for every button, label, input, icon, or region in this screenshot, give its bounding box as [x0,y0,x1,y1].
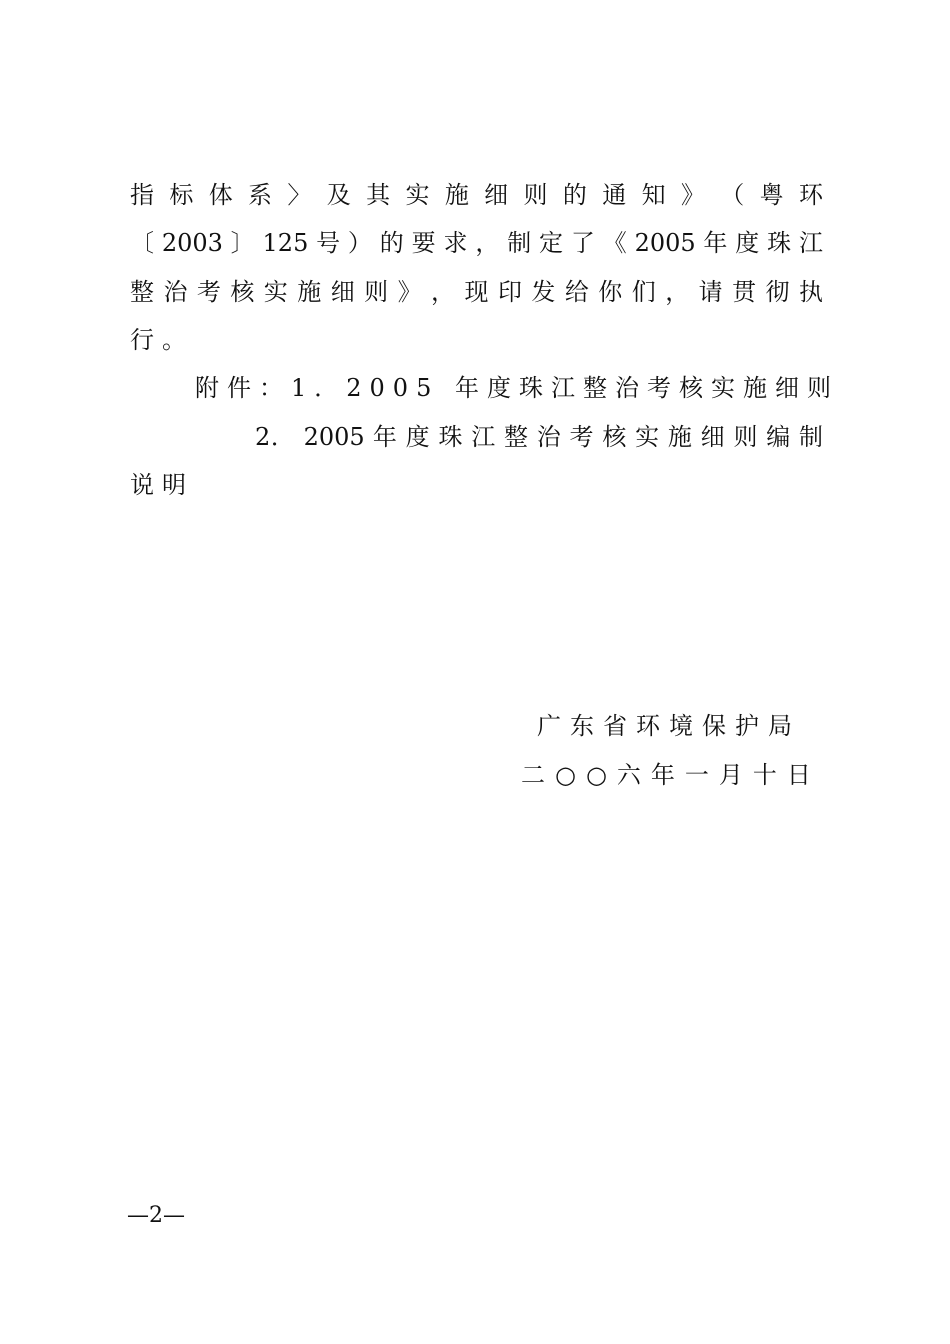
body-line-1: 指 标 体 系 〉 及 其 实 施 细 则 的 通 知 》 （ 粤 环 [130,181,823,209]
signature-organization: 广东省环境保护局 [537,712,801,740]
body-line-2: 〔 2003 〕 125 号 ） 的 要 求 ， 制 定 了 《 2005 年 度 珠 江 [130,229,823,257]
signature-date: 二○○六年一月十日 [521,761,821,789]
body-line-3: 整 治 考 核 实 施 细 则 》 ， 现 印 发 给 你 们 ， 请 贯 彻 执 [130,278,823,306]
attachment-item-2: 2． 2005 年 度 珠 江 整 治 考 核 实 施 细 则 编 制 [255,423,823,451]
attachment-item-2-continued: 说明 [130,471,194,499]
page-number: —2— [127,1203,185,1228]
body-line-4: 行。 [130,326,194,354]
attachment-item-1: 附件：1．2005 年度珠江整治考核实施细则 [195,374,839,402]
